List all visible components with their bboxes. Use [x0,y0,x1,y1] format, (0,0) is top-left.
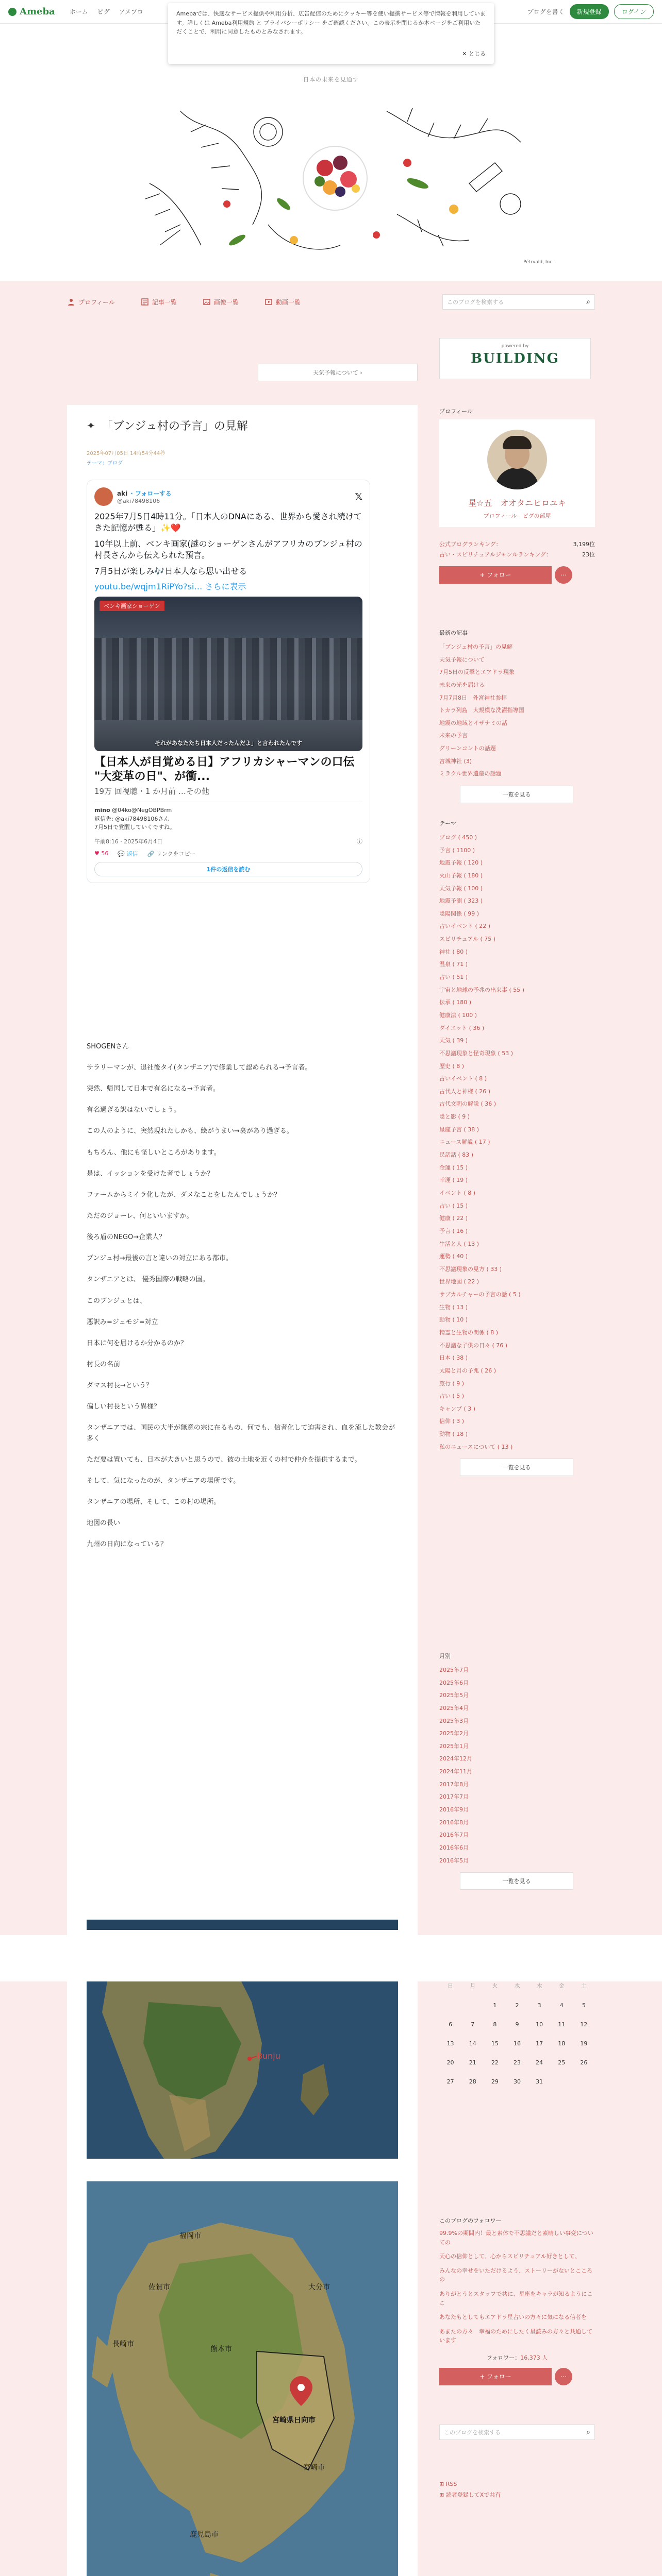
calendar-day[interactable]: 15 [491,2040,499,2047]
follow-button-bottom[interactable]: + フォロー [439,2368,552,2385]
video-crowd-image [94,638,362,720]
copy-link-label: リンクをコピー [156,850,196,857]
calendar-grid [439,1981,595,2085]
body-paragraph: 悪訳み=ジュモジ=対立 [87,1318,158,1326]
month-item[interactable]: 2025年6月 [439,1679,469,1686]
top-nav-home[interactable]: ホーム [69,8,88,15]
monthly-more-button[interactable]: 一覧を見る [460,1872,573,1890]
latest-item[interactable]: トカラ列島 大規模な洗濯指導国 [439,707,524,714]
article-title [87,417,398,433]
month-item[interactable]: 2024年11月 [439,1768,472,1775]
embedded-tweet [87,480,370,883]
kyushu-map-image[interactable] [87,2181,398,2576]
prev-article-label: 天気予報について [313,369,358,376]
profile-card [439,419,595,527]
latest-item[interactable]: 未来の予言 [439,732,468,739]
header-credit: Pétrvald, Inc. [523,260,554,265]
calendar-day[interactable]: 25 [558,2059,566,2066]
month-item[interactable]: 2016年7月 [439,1832,469,1839]
month-item[interactable]: 2025年7月 [439,1667,469,1673]
cookie-notice-text: Amebaでは、快適なサービス提供や利用分析、広告配信のためにクッキー等を使い提携サービス等で情報を利用しています。詳しくは Ameba利用規約 と プライバシーポリシー をご確認ください。この表示を閉じるか本ページをご利用いただくことで、利用に同意したものとみなされます。 [176,10,486,36]
theme-item[interactable]: 地震予測 ( 323 ) [439,897,483,905]
reply-to: 返信先: @aki78498106さん [94,815,170,822]
month-item[interactable]: 2025年5月 [439,1692,469,1699]
building-banner[interactable] [439,338,591,379]
sparkle-icon: ✦ [87,419,95,432]
theme-item[interactable]: 天気予報 ( 100 ) [439,885,483,892]
reply-handle: @04ko@NegOBPBrm [112,807,172,814]
body-paragraph: もちろん、他にも怪しいところがあります。 [87,1148,221,1157]
theme-item[interactable]: 占い ( 51 ) [439,974,468,981]
tweet-text-3: 7月5日が楽しみ🎶日本人なら思い出せる [94,566,247,576]
cookie-notice [168,3,494,64]
avatar-body [495,468,539,489]
blog-search-placeholder: このブログを検索する [447,299,504,306]
nav-images-label: 画像一覧 [213,298,239,306]
tweet-header [94,487,362,506]
search-icon[interactable]: ⌕ [586,298,590,306]
theme-item[interactable]: 神社 ( 80 ) [439,948,468,955]
map-label-oita: 大分市 [308,2283,330,2292]
theme-item[interactable]: 占い ( 15 ) [439,1202,468,1209]
theme-item[interactable]: 健康法 ( 100 ) [439,1011,477,1019]
theme-item[interactable]: 古代人と神様 ( 26 ) [439,1088,491,1095]
month-item[interactable]: 2016年6月 [439,1844,469,1851]
calendar-day[interactable]: 31 [536,2078,543,2085]
reply-text: 7月5日で覚醒していくですね。 [94,824,175,831]
latest-item[interactable]: 地震の地域とイザナミの話 [439,719,507,726]
profile-heading: プロフィール [439,408,473,415]
video-caption: それがあなたたち日本人だったんだよ」と言われたんです [155,740,302,747]
theme-item[interactable]: 精霊と生物の関係 ( 8 ) [439,1329,499,1336]
calendar-weekday: 木 [536,1982,542,1989]
follow-options-button-bottom[interactable]: ⋯ [555,2368,572,2385]
body-paragraph: 突然、帰国して日本で有名になる→予言者。 [87,1085,220,1093]
body-paragraph: 是は、イッションを受けた者でしょうか？ [87,1170,214,1178]
body-paragraph: タンザニアでは、国民の大半が無意の宗に在るもの、何でも、信者化して迫害され、血を流した教会が多く [87,1424,395,1443]
nav-videos[interactable] [264,298,301,307]
calendar-day[interactable]: 27 [446,2078,454,2085]
calendar-weekday: 月 [470,1982,476,1989]
latest-more-button[interactable]: 一覧を見る [460,786,573,803]
rss-link[interactable]: ⊞ RSS [439,2481,457,2487]
month-item[interactable]: 2025年1月 [439,1742,469,1750]
ranking-value: 3,199位 [573,541,595,548]
rss-link-label: RSS [445,2481,457,2487]
ranking-row [439,550,595,560]
reply-label: 返信 [126,850,138,857]
copy-link-button[interactable]: 🔗 リンクをコピー [147,850,196,857]
followers-heading: このブログのフォロワー [439,2217,502,2224]
follower-note[interactable]: あまたの方々 幸福のためにしたく星読みの方々と共通しています [439,2328,592,2344]
theme-item[interactable]: 世界地図 ( 22 ) [439,1278,479,1285]
ranking-value: 23位 [582,551,595,558]
followers-section [439,2216,595,2385]
latest-item[interactable]: 天気予報について [439,656,485,663]
monthly-list [439,1664,595,1867]
map-label-nagasaki: 長崎市 [112,2340,134,2348]
follower-note[interactable]: あなたもとしてもエアドラ星占いの方々に気になる信者を [439,2314,587,2321]
map-label-saga: 佐賀市 [148,2283,170,2292]
calendar-day[interactable]: 17 [536,2040,543,2047]
theme-item[interactable]: 動物 ( 10 ) [439,1316,468,1324]
body-paragraph: この人のように、突然現れたしかも、絵がうまい→裏があり過ぎる。 [87,1127,293,1136]
video-label: ベンキ画家ショーゲン [100,601,164,611]
ameba-logo[interactable] [8,6,55,17]
theme-item[interactable]: 日本 ( 38 ) [439,1354,468,1362]
ranking [439,539,595,560]
top-right-actions [527,4,654,19]
calendar-day[interactable]: 11 [558,2021,566,2028]
theme-item[interactable]: ニュース解説 ( 17 ) [439,1139,490,1146]
ranking-row [439,539,595,550]
body-paragraph: ダマス村長→という？ [87,1382,153,1390]
body-paragraph: 村長の名前 [87,1360,121,1368]
article [67,405,418,1940]
map-label-bunju: Bunju [257,2051,280,2061]
latest-item[interactable]: 「ブンジュ村の予言」の見解 [439,643,513,650]
theme-item[interactable]: 歴史 ( 8 ) [439,1062,465,1070]
profile-icon [67,298,75,306]
ameba-logo-icon [8,8,16,16]
theme-item[interactable]: 予言 ( 1100 ) [439,846,475,854]
month-item[interactable]: 2017年7月 [439,1793,469,1801]
latest-item[interactable]: 7月5日の反撃とエアドラ現象 [439,669,515,676]
tweet-time[interactable]: 午前8:16 · 2025年6月4日 [94,838,163,845]
follow-button[interactable]: + フォロー [439,566,552,584]
month-item[interactable]: 2016年9月 [439,1806,469,1814]
body-paragraph: 地図の長い [87,1519,121,1528]
calendar-day[interactable]: 20 [446,2059,454,2066]
theme-item[interactable]: 陰陽関係 ( 99 ) [439,910,479,917]
calendar-day[interactable]: 5 [582,2002,586,2009]
theme-item[interactable]: ダイエット ( 36 ) [439,1024,485,1031]
theme-item[interactable]: 占い ( 5 ) [439,1393,465,1400]
signup-button[interactable]: 新規登録 [570,4,609,19]
latest-articles-section [439,629,595,803]
map-label-kumamoto: 熊本市 [210,2345,232,2353]
theme-item[interactable]: 火山予報 ( 180 ) [439,872,483,879]
body-paragraph: ただ要は置いても、日本が大きいと思うので、彼の土地を近くの村で仲介を提供するまで。 [87,1455,361,1464]
calendar-weekday: 日 [448,1982,454,1989]
cookie-notice-close[interactable]: ✕ とじる [462,50,486,58]
calendar-day [439,2002,461,2009]
calendar-day[interactable]: 9 [515,2021,519,2028]
top-nav [70,7,143,16]
tweet-name[interactable]: aki [117,490,128,497]
theme-item[interactable]: 生物 ( 13 ) [439,1303,468,1311]
tweet-text-2: 10年以上前、ベンキ画家(謎のショーゲンさんがアフリカのブンジュ村の村長さんから伝えられた預言。 [94,538,362,561]
theme-item[interactable]: 宇宙と地球の予兆の出来事 ( 55 ) [439,986,525,993]
theme-item[interactable]: ブログ ( 450 ) [439,834,477,841]
sidebar-search-input[interactable] [439,2425,595,2440]
calendar-day[interactable]: 28 [469,2078,476,2085]
theme-item[interactable]: スピリチュアル ( 75 ) [439,936,496,943]
article-title-text: 「ブンジュ村の予言」の見解 [101,420,248,433]
body-paragraph: 日本に何を届けるか分かるのか？ [87,1339,188,1347]
calendar-day[interactable]: 29 [491,2078,499,2085]
body-paragraph: ファームからミイラ化したが、ダメなことをしたんでしょうか？ [87,1191,281,1199]
powered-by-label: powered by [501,344,529,349]
calendar-day[interactable]: 3 [537,2002,541,2009]
profile-section [439,407,595,584]
latest-item[interactable]: グリーンコントの話題 [439,745,496,752]
theme-item[interactable]: 幸運 ( 19 ) [439,1177,468,1184]
month-item[interactable]: 2016年5月 [439,1857,469,1864]
like-button[interactable]: ♥ 56 [94,850,109,857]
body-paragraph: 有名過ぎる訳はないでしょう。 [87,1106,181,1114]
calendar-weekday: 火 [492,1982,498,1989]
read-replies-button[interactable]: 1件の返信を読む [94,862,362,876]
blog-nav-strip [0,281,662,323]
theme-item[interactable]: 太陽と月の予兆 ( 26 ) [439,1367,496,1374]
calendar-day[interactable]: 23 [513,2059,521,2066]
followers-count-value[interactable]: 16,373 人 [520,2354,548,2361]
avatar[interactable] [487,430,547,489]
theme-item[interactable]: 星座予言 ( 38 ) [439,1126,479,1133]
month-item[interactable]: 2017年8月 [439,1781,469,1788]
blog-subtitle: 日本の未来を見通す [303,76,359,83]
body-paragraph: ブンジュ村→最後の言と違いの対立にある都市。 [87,1255,233,1263]
theme-item[interactable]: 占いイベント ( 22 ) [439,923,491,930]
calendar-day[interactable]: 24 [536,2059,543,2066]
body-paragraph: このブンジュとは、 [87,1297,146,1305]
article-date: 2025年07月05日 14時54分44秒 [87,451,166,456]
video-stats: 19万 回視聴・1 か月前 …その他 [94,787,209,796]
tweet-video-thumbnail[interactable] [94,597,362,751]
reply-button[interactable]: 💬 返信 [118,850,138,857]
follower-note[interactable]: みんなの幸せをいただけるよう、ストーリーがないとこころの [439,2267,592,2283]
building-logo: BUILDING [471,351,559,366]
article-continued [67,1981,418,2576]
theme-item[interactable]: 健康 ( 22 ) [439,1215,468,1222]
month-item[interactable]: 2016年8月 [439,1819,469,1826]
rss-section [439,2479,595,2501]
theme-item[interactable]: 私のニュースについて ( 13 ) [439,1443,513,1450]
reader-register-label: 読者登録してXで共有 [445,2491,501,2498]
nav-profile-label: プロフィール [78,298,115,306]
calendar-day [461,2002,484,2009]
nav-articles-label: 記事一覧 [152,298,177,306]
calendar [439,1981,595,2085]
month-item[interactable]: 2025年2月 [439,1730,469,1737]
x-logo-icon[interactable]: 𝕏 [355,491,362,502]
nav-images[interactable] [203,298,239,307]
theme-item[interactable]: 占いイベント ( 8 ) [439,1075,487,1082]
tweet-text-1: 2025年7月5日4時11分。「日本人のDNAにある、世界から愛され続けてきた記憶が甦る」✨❤️ [94,512,362,533]
calendar-day[interactable]: 6 [449,2021,453,2028]
tweet-avatar[interactable] [94,487,113,506]
follower-notes [439,2229,595,2345]
nav-videos-label: 動画一覧 [275,298,301,306]
tweet-timestamp [94,837,362,845]
blog-nav [67,293,595,311]
article-theme-link[interactable]: テーマ：ブログ [87,461,123,466]
tweet-youtube-link[interactable]: youtu.be/wqjm1RiPYo?si… さらに表示 [94,581,246,591]
latest-list [439,641,595,781]
theme-more-button[interactable]: 一覧を見る [460,1459,573,1476]
body-paragraph: 後ろ盾のNEGO→企業人？ [87,1233,166,1242]
theme-item[interactable]: サブカルチャーの予言の話 ( 5 ) [439,1291,521,1298]
calendar-day[interactable]: 8 [493,2021,497,2028]
month-item[interactable]: 2025年4月 [439,1704,469,1711]
follower-note[interactable]: 99.9%の期間内！最と素体で不思議だと素晴しい事変についての [439,2230,593,2246]
ranking-label[interactable]: 公式ブログランキング： [439,541,502,548]
theme-item[interactable]: キャンプ ( 3 ) [439,1405,476,1412]
map-label-hyuga: 宮崎県日向市 [272,2416,316,2425]
reader-register-link[interactable]: ⊞ 読者登録してXで共有 [439,2491,501,2498]
follow-row-bottom [439,2368,595,2385]
theme-item[interactable]: 不思議現象と怪奇現象 ( 53 ) [439,1049,514,1057]
theme-item[interactable]: 運勢 ( 40 ) [439,1253,468,1260]
map-label-fukuoka: 福岡市 [179,2232,201,2240]
follower-note[interactable]: 天心の信仰として、心からスピリチュアル好きとして、 [439,2253,581,2260]
calendar-day[interactable]: 13 [446,2040,454,2047]
ameba-logo-text: Ameba [20,6,55,17]
latest-item[interactable]: ミラクル世界遺産の話題 [439,770,502,777]
theme-item[interactable]: 金運 ( 15 ) [439,1164,468,1171]
calendar-day[interactable]: 10 [536,2021,543,2028]
articles-icon [141,298,149,306]
info-icon[interactable]: ⓘ [357,838,362,845]
avatar-hair [503,436,532,449]
follow-row [439,566,595,584]
theme-heading: テーマ [439,820,456,827]
theme-section [439,819,595,1476]
body-paragraph: 偏しい村長という異様？ [87,1403,161,1411]
africa-map-image[interactable] [87,1981,398,2159]
latest-item[interactable]: 未来の光を届ける [439,681,485,688]
calendar-day[interactable]: 30 [513,2078,521,2085]
body-paragraph: そして、気になったのが、タンザニアの場所です。 [87,1477,240,1485]
calendar-day[interactable]: 2 [515,2002,519,2009]
month-item[interactable]: 2024年12月 [439,1755,472,1762]
images-icon [203,298,211,306]
monthly-section [439,1652,595,1890]
top-nav-ameblo[interactable]: アメブロ [119,8,144,15]
theme-item[interactable]: 不思議現象の見方 ( 33 ) [439,1265,502,1273]
theme-item[interactable]: 温泉 ( 71 ) [439,961,468,968]
theme-item[interactable]: 伝承 ( 180 ) [439,999,472,1006]
article-body [87,1042,398,1550]
nav-profile[interactable] [67,298,115,307]
followers-count [439,2353,595,2362]
theme-item[interactable]: 陰と影 ( 9 ) [439,1113,470,1121]
body-paragraph: 九州の日向になっている？ [87,1540,168,1549]
calendar-day[interactable]: 19 [580,2040,588,2047]
calendar-day[interactable]: 21 [469,2059,476,2066]
follow-options-button[interactable]: ⋯ [555,566,572,584]
theme-item[interactable]: イベント ( 8 ) [439,1189,476,1196]
theme-item[interactable]: 生活と人 ( 13 ) [439,1240,479,1247]
followers-count-label: フォロワー： [486,2354,521,2361]
tweet-handle: @aki78498106 [117,498,160,504]
map-image-top-edge[interactable] [87,1920,398,1930]
search-icon[interactable]: ⌕ [586,2428,590,2436]
follower-note[interactable]: ありがとうとスタッフで共に、星座をキャラが知るようにここ [439,2290,593,2307]
theme-item[interactable]: 旅行 ( 9 ) [439,1380,465,1387]
monthly-heading: 月別 [439,1653,451,1659]
calendar-weekday: 土 [581,1982,587,1989]
header-illustration [98,91,562,286]
theme-item[interactable]: 不思議な子供の日々 ( 76 ) [439,1342,508,1349]
calendar-day[interactable]: 7 [471,2021,475,2028]
prev-article-link[interactable]: 天気予報について › [258,364,418,381]
theme-item[interactable]: 予言 ( 16 ) [439,1227,468,1234]
map-label-miyazaki: 宮崎市 [303,2464,325,2472]
blog-search-input[interactable] [442,294,595,310]
calendar-day[interactable]: 12 [580,2021,588,2028]
cookie-notice-close-label: とじる [469,50,486,58]
calendar-day[interactable]: 18 [558,2040,566,2047]
calendar-weekday: 水 [514,1982,520,1989]
page-break-gap [0,1935,662,1981]
calendar-day[interactable]: 22 [491,2059,499,2066]
theme-item[interactable]: 天気 ( 39 ) [439,1037,468,1044]
top-nav-pigg[interactable]: ピグ [97,8,110,15]
ranking-label[interactable]: 占い・スピリチュアルジャンルランキング： [439,551,552,558]
tweet-actions [94,850,362,858]
latest-item[interactable]: 宮城神社 (3) [439,757,472,765]
profile-links[interactable]: プロフィール ピグの部屋 [483,513,551,519]
tweet-author [117,489,172,504]
tweet-reply [94,802,362,832]
videos-icon [264,298,273,306]
tweet-body [94,511,362,592]
theme-item[interactable]: 民話話 ( 83 ) [439,1151,474,1159]
calendar-day[interactable]: 16 [513,2040,521,2047]
tweet-follow-link[interactable]: · フォローする [130,490,172,497]
body-paragraph: サラリーマンが、退社後タイ(タンザニア)で修業して認められる→予言者。 [87,1063,312,1072]
sidebar-search-placeholder: このブログを検索する [444,2429,501,2436]
latest-item[interactable]: 7月7月8日 外宮神社参拝 [439,694,507,701]
tweet-follow-label: フォローする [135,490,172,497]
theme-list [439,832,595,1453]
calendar-day[interactable]: 4 [559,2002,564,2009]
reply-name[interactable]: mino [94,807,110,814]
like-count: 56 [101,850,109,857]
calendar-day[interactable]: 26 [580,2059,588,2066]
theme-item[interactable]: 動物 ( 18 ) [439,1431,468,1438]
theme-item[interactable]: 地震予報 ( 120 ) [439,859,483,867]
map-label-kagoshima: 鹿児島市 [190,2531,219,2539]
calendar-day[interactable]: 1 [493,2002,497,2009]
body-paragraph: ただのジョーレ、何といいますか。 [87,1212,193,1220]
theme-item[interactable]: 古代文明の解説 ( 36 ) [439,1100,496,1108]
calendar-day[interactable]: 14 [469,2040,476,2047]
body-paragraph: タンザニアとは、 優秀国際の戦略の国。 [87,1276,209,1284]
calendar-weekday: 金 [558,1982,565,1989]
month-item[interactable]: 2025年3月 [439,1717,469,1724]
profile-name[interactable]: 星☆五 オオタニヒロユキ [468,498,566,508]
body-paragraph: SHOGENさん [87,1042,129,1050]
login-button[interactable]: ログイン [614,4,654,19]
video-title[interactable]: 【日本人が目覚める日】アフリカシャーマンの口伝 "大変革の日"、が衝... [94,756,355,783]
nav-articles[interactable] [141,298,177,307]
body-paragraph: タンザニアの場所、そして、この村の場所。 [87,1498,221,1506]
write-blog-link[interactable]: ブログを書く [527,8,565,15]
theme-item[interactable]: 信仰 ( 3 ) [439,1418,465,1425]
latest-heading: 最新の記事 [439,630,468,636]
